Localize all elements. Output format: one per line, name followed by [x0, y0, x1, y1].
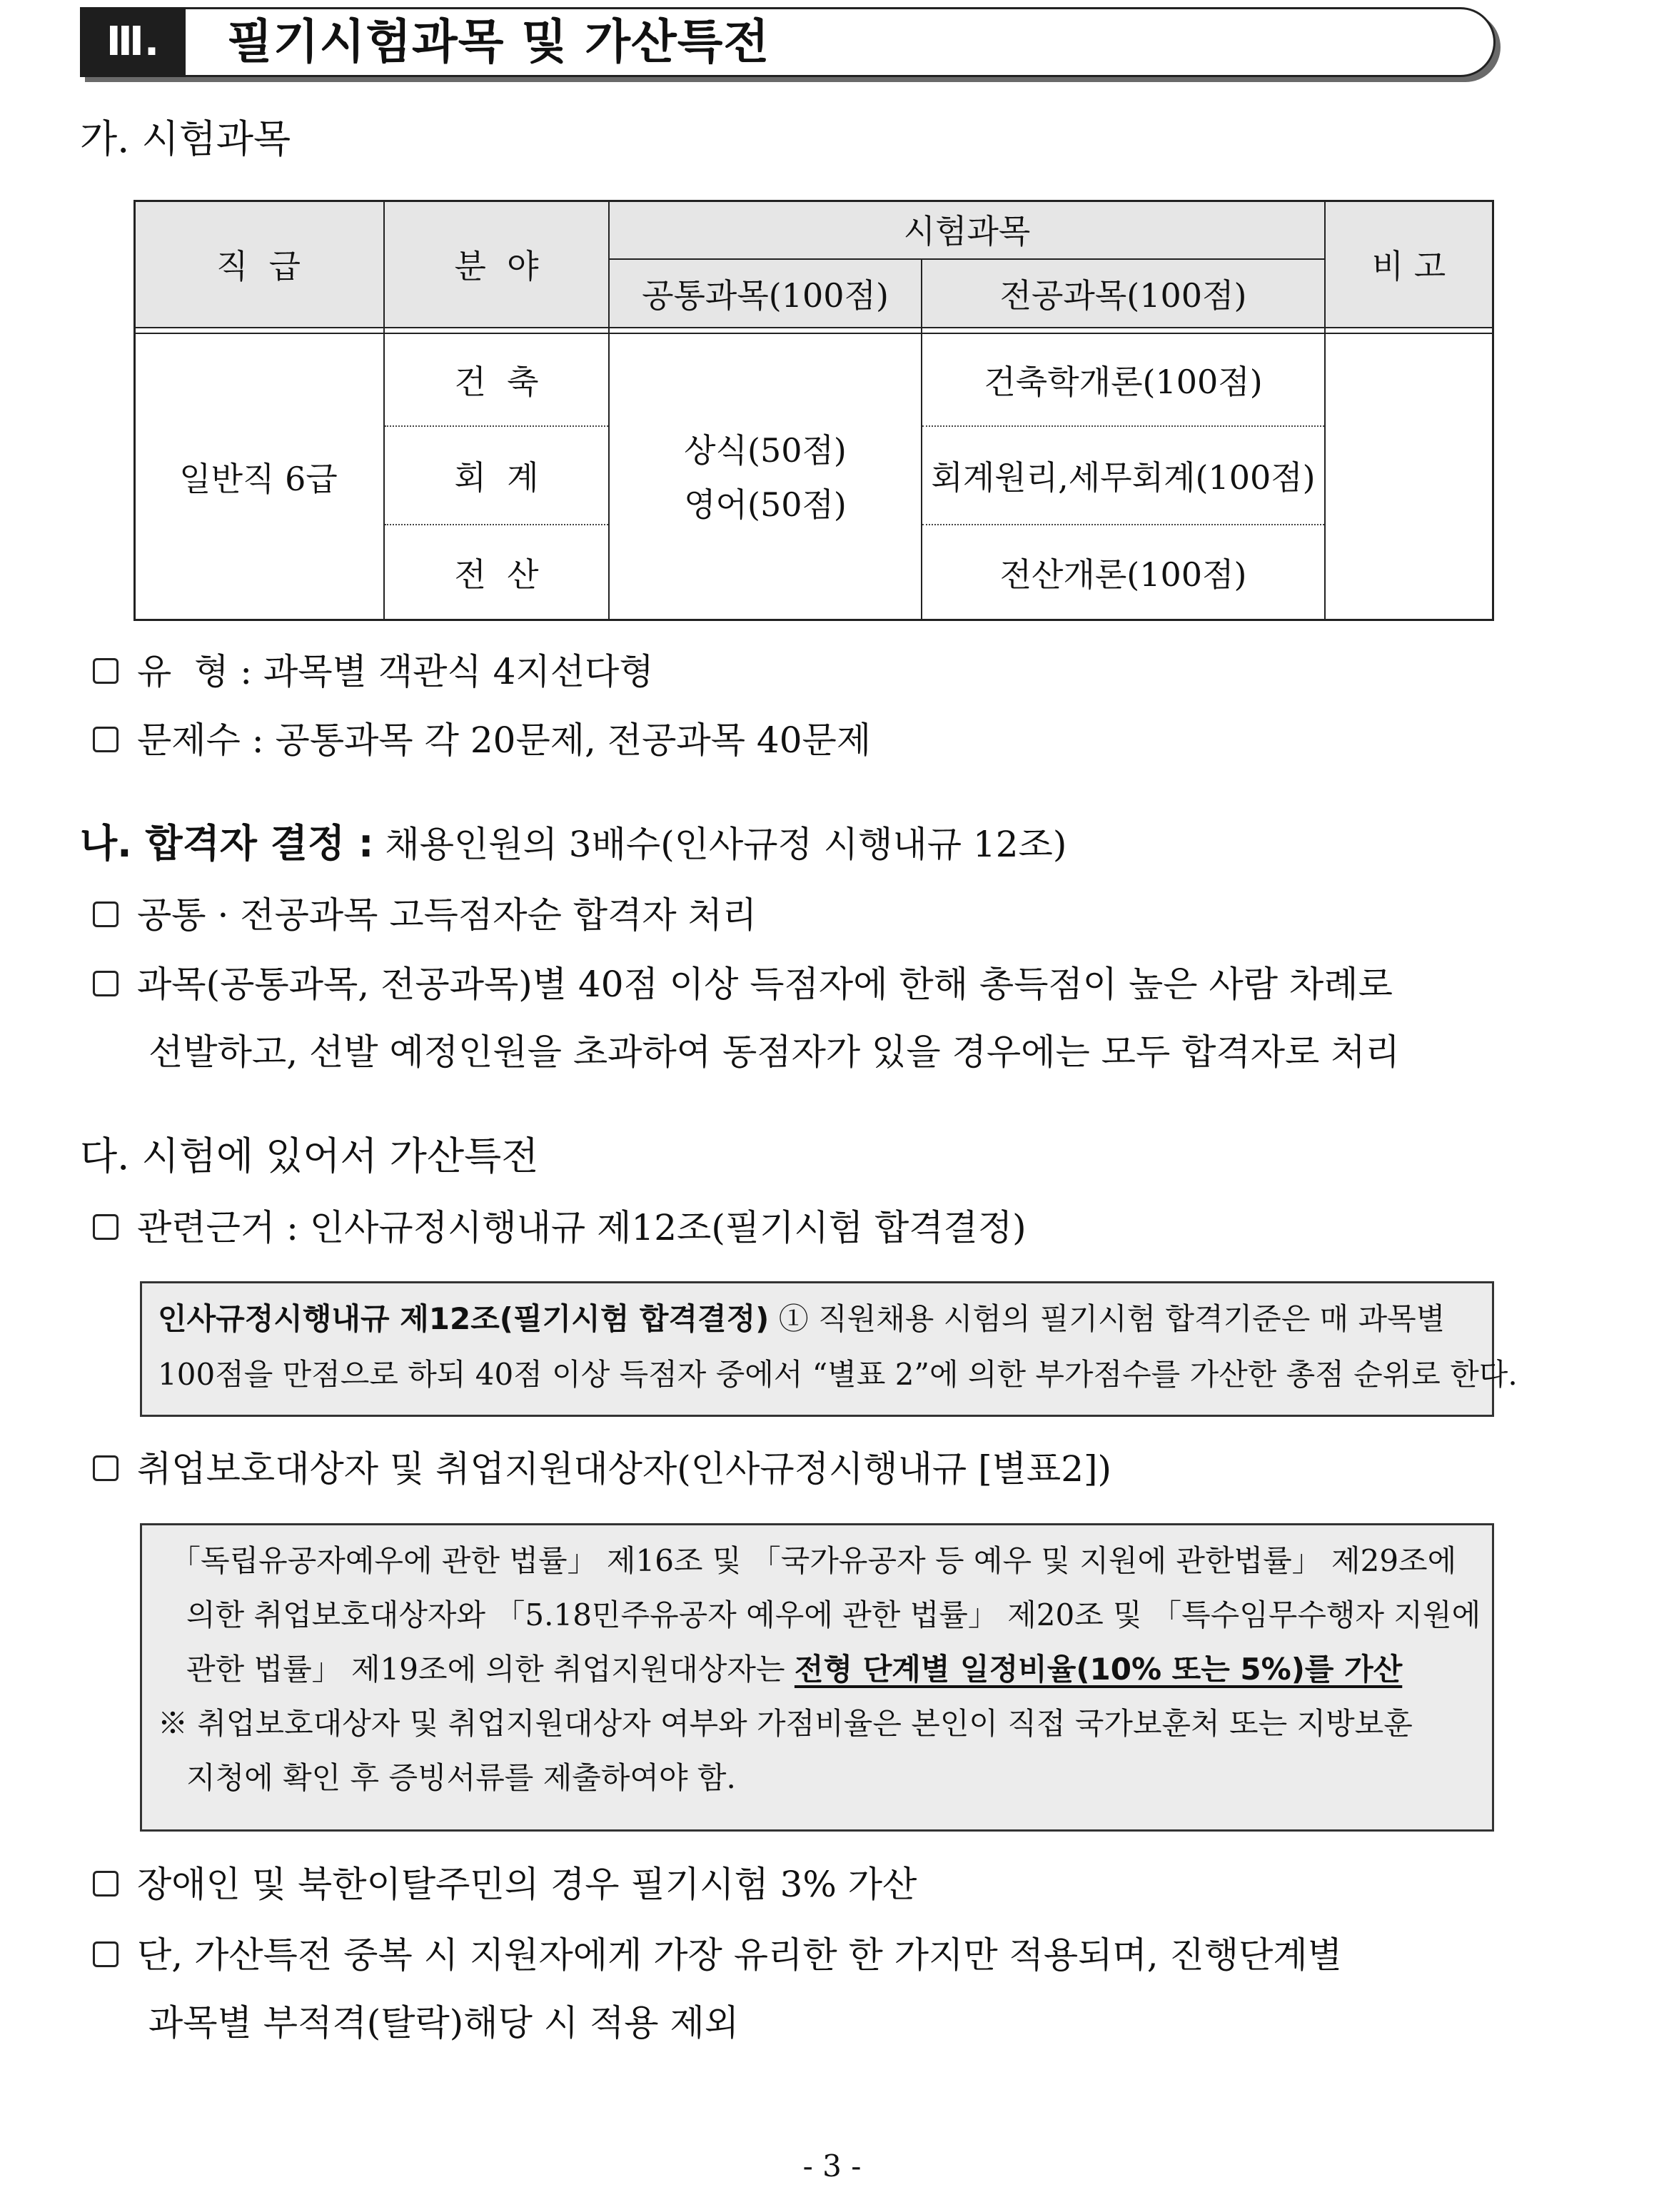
major-architecture: 건축학개론(100점) — [984, 363, 1263, 401]
regulation-box — [140, 1281, 1518, 1417]
header-rank: 직 급 — [216, 247, 301, 286]
checkbox-square-icon — [93, 658, 119, 684]
list-item: 과목(공통과목, 전공과목)별 40점 이상 득점자에 한해 총득점이 높은 사람 차례로 — [93, 961, 1393, 1007]
checkbox-square-icon — [93, 902, 119, 927]
common-subject-english: 영어(50점) — [684, 485, 847, 524]
subsection-b-heading: 나. 합격자 결정 : 채용인원의 3배수(인사규정 시행내규 12조) — [80, 821, 1067, 866]
list-item: 문제수 : 공통과목 각 20문제, 전공과목 40문제 — [93, 717, 871, 763]
veterans-note-line-2: 지청에 확인 후 증빙서류를 제출하여야 함. — [186, 1760, 736, 1795]
header-subjects: 시험과목 — [903, 212, 1031, 251]
rank-value: 일반직 6급 — [179, 460, 338, 498]
header-major-subject: 전공과목(100점) — [999, 276, 1247, 315]
field-architecture: 건 축 — [454, 363, 539, 401]
list-item-continuation: 선발하고, 선발 예정인원을 초과하여 동점자가 있을 경우에는 모두 합격자로 처리 — [148, 1031, 1400, 1073]
page-number: - 3 - — [802, 2148, 862, 2183]
checkbox-square-icon — [93, 1455, 119, 1481]
veterans-line-3: 관한 법률」 제19조에 의한 취업지원대상자는 전형 단계별 일정비율(10% 또는 5%)를 가산 — [186, 1652, 1403, 1687]
list-item: 공통 · 전공과목 고득점자순 합격자 처리 — [93, 892, 757, 938]
section-number: Ⅲ. — [80, 7, 186, 77]
list-item: 취업보호대상자 및 취업지원대상자(인사규정시행내규 [별표2]) — [93, 1446, 1111, 1492]
subsection-c-heading: 다. 시험에 있어서 가산특전 — [80, 1133, 539, 1178]
list-item: 장애인 및 북한이탈주민의 경우 필기시험 3% 가산 — [93, 1862, 917, 1907]
veterans-line-2: 의한 취업보호대상자와 「5.18민주유공자 예우에 관한 법률」 제20조 및 「특수임무수행자 지원에 — [186, 1597, 1481, 1632]
common-subject-general: 상식(50점) — [684, 431, 847, 470]
subsection-a-heading: 가. 시험과목 — [80, 116, 291, 161]
veterans-note-line-1: ※ 취업보호대상자 및 취업지원대상자 여부와 가점비율은 본인이 직접 국가보훈처 또는 지방보훈 — [158, 1706, 1413, 1741]
header-field: 분 야 — [454, 247, 539, 286]
field-accounting: 회 계 — [454, 458, 539, 497]
veterans-box — [140, 1523, 1494, 1832]
checkbox-square-icon — [93, 1941, 119, 1967]
list-item: 유 형 : 과목별 객관식 4지선다형 — [93, 649, 654, 695]
checkbox-square-icon — [93, 727, 119, 752]
section-title: 필기시험과목 및 가산특전 — [227, 14, 770, 69]
list-item-continuation: 과목별 부적격(탈락)해당 시 적용 제외 — [148, 2002, 740, 2044]
list-item: 단, 가산특전 중복 시 지원자에게 가장 유리한 한 가지만 적용되며, 진행단계별 — [93, 1932, 1342, 1978]
regulation-line-2: 100점을 만점으로 하되 40점 이상 득점자 중에서 “별표 2”에 의한 부가점수를 가산한 총점 순위로 한다. — [158, 1357, 1518, 1392]
exam-subjects-table — [133, 200, 1494, 621]
checkbox-square-icon — [93, 971, 119, 996]
checkbox-square-icon — [93, 1214, 119, 1240]
major-accounting: 회계원리,세무회계(100점) — [931, 458, 1316, 497]
header-note: 비 고 — [1371, 247, 1446, 286]
field-computing: 전 산 — [454, 555, 539, 594]
list-item: 관련근거 : 인사규정시행내규 제12조(필기시험 합격결정) — [93, 1205, 1027, 1251]
major-computing: 전산개론(100점) — [999, 555, 1247, 594]
regulation-line-1: 인사규정시행내규 제12조(필기시험 합격결정) ① 직원채용 시험의 필기시험 합격기준은 매 과목별 — [158, 1301, 1446, 1336]
checkbox-square-icon — [93, 1871, 119, 1897]
veterans-line-1: 「독립유공자예우에 관한 법률」 제16조 및 「국가유공자 등 예우 및 지원에 관한법률」 제29조에 — [171, 1543, 1457, 1578]
header-common-subject: 공통과목(100점) — [642, 276, 889, 315]
